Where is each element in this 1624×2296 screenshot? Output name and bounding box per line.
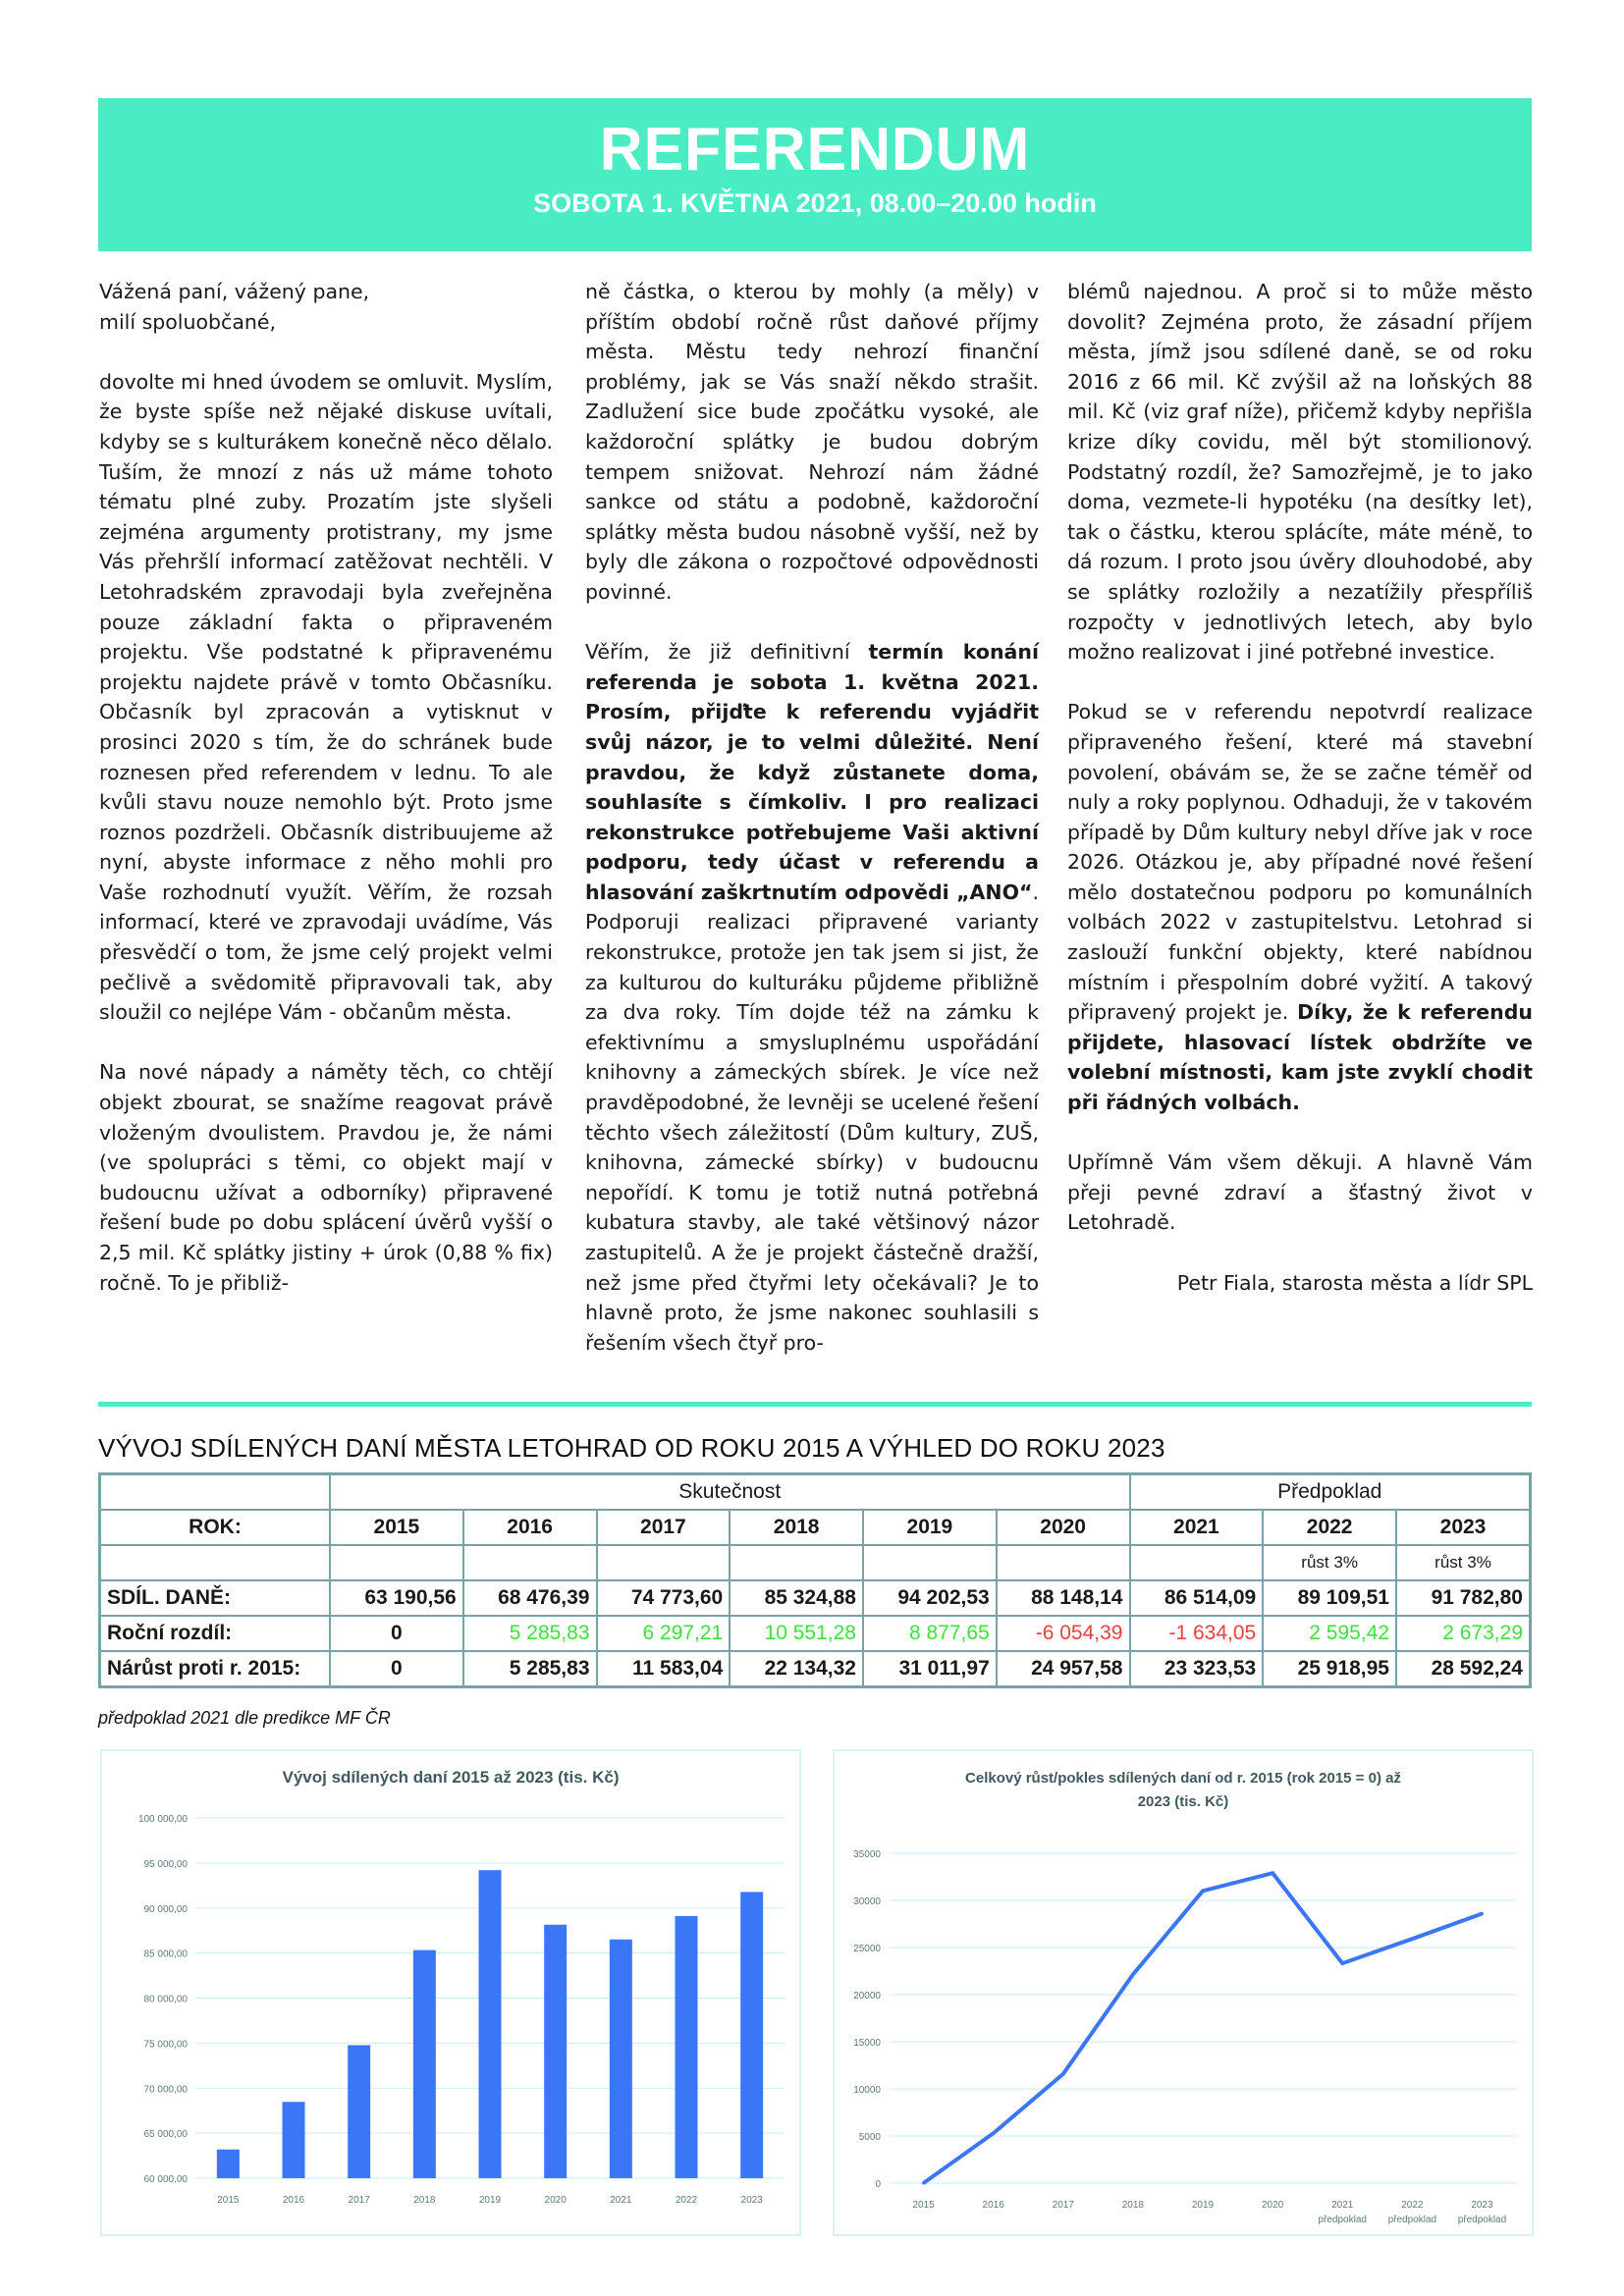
- y-tick-label: 90 000,00: [143, 1903, 188, 1915]
- y-tick-label: 70 000,00: [143, 2084, 188, 2096]
- chart-title: Celkový růst/pokles sdílených daní od r. 2015 (rok 2015 = 0) až: [965, 1770, 1401, 1787]
- x-tick-label: 2016: [982, 2200, 1004, 2211]
- x-tick-label: 2020: [1261, 2200, 1284, 2211]
- year-header: 2017: [597, 1510, 731, 1545]
- y-tick-label: 30000: [853, 1896, 881, 1907]
- table-cell: 63 190,56: [330, 1580, 463, 1616]
- table-cell: 23 323,53: [1130, 1651, 1264, 1687]
- paragraph: [1067, 697, 1533, 1117]
- table-cell: 0: [330, 1651, 463, 1687]
- table-cell: 2 595,42: [1263, 1616, 1396, 1651]
- table-row: [100, 1651, 1531, 1687]
- data-point-2021: [1341, 1962, 1344, 1965]
- x-tick-label: 2019: [478, 2195, 502, 2206]
- table-cell: 5 285,83: [463, 1616, 597, 1651]
- x-tick-label: 2018: [413, 2195, 436, 2206]
- paragraph: [585, 637, 1039, 1358]
- table-cell: 68 476,39: [463, 1580, 597, 1616]
- bar-2018: [413, 1950, 436, 2178]
- y-tick-label: 95 000,00: [143, 1858, 188, 1870]
- bar-2019: [479, 1870, 502, 2178]
- greeting-line-2: milí spoluobčané,: [99, 309, 277, 334]
- data-point-2018: [1131, 1973, 1134, 1976]
- x-tick-label: 2017: [348, 2195, 370, 2206]
- y-tick-label: 5000: [858, 2132, 881, 2143]
- year-header: 2023: [1396, 1510, 1531, 1545]
- year-header: 2021: [1130, 1510, 1264, 1545]
- year-header: 2015: [330, 1510, 463, 1545]
- x-tick-label: 2018: [1121, 2200, 1145, 2211]
- table-cell: 94 202,53: [863, 1580, 997, 1616]
- y-tick-label: 10000: [853, 2085, 881, 2096]
- table-cell: -6 054,39: [997, 1616, 1130, 1651]
- growth-note: [1130, 1545, 1264, 1580]
- text-span: Věřím, že již definitivní: [585, 640, 869, 665]
- data-point-2016: [992, 2132, 995, 2135]
- bar-2016: [283, 2102, 305, 2178]
- line-chart: [835, 1751, 1532, 2234]
- table-cell: 25 918,95: [1263, 1651, 1396, 1687]
- table-cell: 89 109,51: [1263, 1580, 1396, 1616]
- table-group-row: [100, 1474, 1531, 1511]
- x-tick-label: 2019: [1191, 2200, 1215, 2211]
- x-tick-label: 2023: [1471, 2200, 1493, 2211]
- year-header: 2020: [997, 1510, 1130, 1545]
- row-label: SDÍL. DANĚ:: [100, 1580, 331, 1616]
- paragraph: Upřímně Vám všem děkuji. A hlavně Vám přeji pevné zdraví a šťastný život v Letohradě.: [1067, 1150, 1533, 1235]
- text-span: Pokud se v referendu nepotvrdí realizace připraveného řešení, které má stavební povolení, obávám se, že se začne téměř od nuly a roky poplynou. Odhaduji, že v takovém případě by Dům kultury nebyl dříve jak v roce 2026. Otázkou je, aby případné nové řešení mělo dostatečnou podporu po komunálních volbách 2022 v zastupitelstvu. Letohrad si zaslouží funkční objekty, které nabídnou místním i přespolním dobré vyžití. A takový připravený projekt je.: [1067, 700, 1533, 1025]
- table-note-row: [100, 1545, 1531, 1580]
- x-tick-label: 2015: [912, 2200, 935, 2211]
- table-cell: [100, 1474, 331, 1511]
- table-cell: 6 297,21: [597, 1616, 731, 1651]
- x-tick-label: 2017: [1052, 2200, 1074, 2211]
- bar-2015: [217, 2150, 240, 2178]
- table-year-row: [100, 1510, 1531, 1545]
- table-cell: -1 634,05: [1130, 1616, 1264, 1651]
- year-header: 2018: [730, 1510, 863, 1545]
- page-title: REFERENDUM: [599, 116, 1031, 184]
- article-column-3: [1067, 277, 1533, 1328]
- text-span: . Podporuji realizaci připravené varianty rekonstrukce, protože jen tak jsem si jist, že za kulturou do kulturáku půjdeme přibližně za dva roky. Tím dojde též na zámku k efektivnímu a smysluplnému uspořádání knihovny a zámeckých sbírek. Je více než pravděpodobné, že levněji se ucelené řešení těchto všech záležitostí (Dům kultury, ZUŠ, knihovna, zámecké sbírky) v budoucnu nepořídí. K tomu je totiž nutná potřebná kubatura stavby, ale také většinový názor zastupitelů. A že je projekt částečně dražší, než jsme před čtyřmi lety očekávali? Je to hlavně proto, že jsme nakonec souhlasili s řešením všech čtyř pro-: [585, 880, 1039, 1355]
- table-cell: 24 957,58: [997, 1651, 1130, 1687]
- x-tick-label: 2022: [675, 2195, 698, 2206]
- table-cell: [100, 1545, 331, 1580]
- data-point-2022: [1411, 1938, 1414, 1941]
- bar-chart: [102, 1751, 799, 2234]
- table-footnote: předpoklad 2021 dle predikce MF ČR: [98, 1708, 391, 1728]
- year-header: 2019: [863, 1510, 997, 1545]
- bar-2023: [740, 1892, 763, 2178]
- data-point-2020: [1272, 1872, 1274, 1875]
- year-header: 2016: [463, 1510, 597, 1545]
- emphasis-text: Díky, že k referendu přijdete, hlasovací lístek obdržíte ve volební místnosti, kam jste zvyklí chodit při řádných volbách.: [1067, 1000, 1533, 1115]
- y-tick-label: 15000: [853, 2038, 881, 2049]
- bar-2021: [610, 1940, 632, 2178]
- signature: Petr Fiala, starosta města a lídr SPL: [1176, 1270, 1533, 1295]
- growth-note: [597, 1545, 731, 1580]
- x-tick-sublabel: předpoklad: [1318, 2215, 1367, 2225]
- data-point-2015: [922, 2182, 925, 2185]
- table-cell: 0: [330, 1616, 463, 1651]
- growth-note: [463, 1545, 597, 1580]
- bar-2017: [348, 2045, 370, 2178]
- paragraph: ně částka, o kterou by mohly (a měly) v příštím období ročně růst daňové příjmy města. Městu tedy nehrozí finanční problémy, jak se Vás snaží někdo strašit. Zadlužení sice bude zpočátku vysoké, ale každoroční splátky je budou dobrým tempem snižovat. Nehrozí nám žádné sankce od státu a podobně, každoroční splátky města budou násobně vyšší, než by byly dle zákona o rozpočtové odpovědnosti povinné.: [585, 280, 1039, 604]
- x-tick-sublabel: předpoklad: [1387, 2215, 1437, 2225]
- y-tick-label: 85 000,00: [143, 1949, 188, 1960]
- growth-note: [997, 1545, 1130, 1580]
- year-label: ROK:: [100, 1510, 331, 1545]
- article-column-1: [99, 277, 553, 1328]
- table-row: [100, 1580, 1531, 1616]
- table-title: VÝVOJ SDÍLENÝCH DANÍ MĚSTA LETOHRAD OD ROKU 2015 A VÝHLED DO ROKU 2023: [98, 1433, 1165, 1463]
- y-tick-label: 100 000,00: [137, 1814, 188, 1825]
- table-cell: 91 782,80: [1396, 1580, 1531, 1616]
- y-tick-label: 25000: [853, 1944, 881, 1954]
- y-tick-label: 75 000,00: [143, 2039, 188, 2051]
- chart-title: Vývoj sdílených daní 2015 až 2023 (tis. Kč): [282, 1768, 620, 1787]
- table-cell: 88 148,14: [997, 1580, 1130, 1616]
- data-point-2023: [1481, 1912, 1484, 1915]
- table-cell: 86 514,09: [1130, 1580, 1264, 1616]
- x-tick-label: 2021: [1331, 2200, 1354, 2211]
- table-cell: 11 583,04: [597, 1651, 731, 1687]
- group-header-actual: Skutečnost: [330, 1474, 1130, 1511]
- table-cell: 22 134,32: [730, 1651, 863, 1687]
- y-tick-label: 65 000,00: [143, 2129, 188, 2141]
- paragraph: dovolte mi hned úvodem se omluvit. Myslím, že byste spíše než nějaké diskuse uvítali, kdyby se s kulturákem konečně něco dělalo. Tuším, že mnozí z nás už máme tohoto tématu plné zuby. Prozatím jste slyšeli zejména argumenty protistrany, my jsme Vás přehršlí informací zatěžovat nechtěli. V Letohradském zpravodaji byla zveřejněna pouze základní fakta o připraveném projektu. Vše podstatné k připravenému projektu najdete právě v tomto Občasníku. Občasník byl zpracován a vytisknut v prosinci 2020 s tím, že do schránek bude roznesen před referendem v lednu. To ale kvůli stavu nouze nemohlo být. Proto jsme roznos pozdrželi. Občasník distribuujeme až nyní, abyste informace z něho mohli pro Vaše rozhodnutí využít. Věřím, že rozsah informací, které ve zpravodaji uvádíme, Vás přesvědčí o tom, že jsme celý projekt velmi pečlivě a svědomitě připravovali tak, aby sloužil co nejlépe Vám - občanům města.: [99, 369, 553, 1025]
- y-tick-label: 60 000,00: [143, 2174, 188, 2185]
- table-cell: 8 877,65: [863, 1616, 997, 1651]
- y-tick-label: 35000: [853, 1849, 881, 1860]
- section-divider: [98, 1402, 1532, 1407]
- table-cell: 5 285,83: [463, 1651, 597, 1687]
- y-tick-label: 80 000,00: [143, 1994, 188, 2005]
- line-chart-panel: [833, 1749, 1534, 2236]
- growth-note: [330, 1545, 463, 1580]
- table-cell: 2 673,29: [1396, 1616, 1531, 1651]
- table-cell: 85 324,88: [730, 1580, 863, 1616]
- chart-title: 2023 (tis. Kč): [1137, 1793, 1229, 1810]
- bar-chart-panel: [100, 1749, 801, 2236]
- emphasis-text: termín konání referenda je sobota 1. května 2021. Prosím, přijďte k referendu vyjádřit svůj názor, je to velmi důležité. Není pravdou, že když zůstanete doma, souhlasíte s čímkoliv. I pro realizaci rekonstrukce potřebujeme Vaši aktivní podporu, tedy účast v referendu a hlasování zaškrtnutím odpovědi „ANO“: [585, 640, 1039, 904]
- x-tick-label: 2015: [217, 2195, 240, 2206]
- growth-note: [730, 1545, 863, 1580]
- y-tick-label: 0: [875, 2179, 881, 2190]
- x-tick-label: 2021: [610, 2195, 632, 2206]
- row-label: Nárůst proti r. 2015:: [100, 1651, 331, 1687]
- paragraph: blémů najednou. A proč si to může město dovolit? Zejména proto, že zásadní příjem města, jímž jsou sdílené daně, se od roku 2016 z 66 mil. Kč zvýšil až na loňských 88 mil. Kč (viz graf níže), přičemž kdyby nepřišla krize díky covidu, měl být stomilionový. Podstatný rozdíl, že? Samozřejmě, je to jako doma, vezmete-li hypotéku (na desítky let), tak o částku, kterou splácíte, máte méně, to dá rozum. I proto jsou úvěry dlouhodobé, aby se splátky rozložily a nezatížily přespříliš rozpočty v jednotlivých letech, aby bylo možno realizovat i jiné potřebné investice.: [1067, 280, 1533, 665]
- growth-note: růst 3%: [1263, 1545, 1396, 1580]
- table-cell: 74 773,60: [597, 1580, 731, 1616]
- x-tick-label: 2020: [544, 2195, 567, 2206]
- year-header: 2022: [1263, 1510, 1396, 1545]
- header-banner: [98, 98, 1532, 251]
- x-tick-sublabel: předpoklad: [1457, 2215, 1507, 2225]
- growth-note: růst 3%: [1396, 1545, 1531, 1580]
- data-point-2017: [1061, 2072, 1064, 2075]
- growth-note: [863, 1545, 997, 1580]
- bar-2020: [544, 1925, 567, 2178]
- table-cell: 10 551,28: [730, 1616, 863, 1651]
- bar-2022: [676, 1916, 698, 2178]
- data-point-2019: [1202, 1890, 1205, 1893]
- x-tick-label: 2016: [282, 2195, 305, 2206]
- table-cell: 28 592,24: [1396, 1651, 1531, 1687]
- paragraph: Na nové nápady a náměty těch, co chtějí objekt zbourat, se snažíme reagovat právě vloženým dvoulistem. Pravdou je, že námi (ve spolupráci s těmi, co objekt mají v budoucnu užívat a odborníky) připravené řešení bude po dobu splácení úvěrů vyšší o 2,5 mil. Kč splátky jistiny + úrok (0,88 % fix) ročně. To je přibliž-: [99, 1060, 553, 1295]
- group-header-forecast: Předpoklad: [1130, 1474, 1531, 1511]
- page-subtitle: SOBOTA 1. KVĚTNA 2021, 08.00–20.00 hodin: [533, 188, 1097, 218]
- table-cell: 31 011,97: [863, 1651, 997, 1687]
- y-tick-label: 20000: [853, 1991, 881, 2002]
- greeting-line-1: Vážená paní, vážený pane,: [99, 280, 370, 303]
- row-label: Roční rozdíl:: [100, 1616, 331, 1651]
- article-column-2: [585, 277, 1039, 1388]
- table-row: [100, 1616, 1531, 1651]
- x-tick-label: 2022: [1401, 2200, 1424, 2211]
- data-line: [924, 1873, 1483, 2183]
- x-tick-label: 2023: [740, 2195, 763, 2206]
- tax-table: [98, 1472, 1532, 1688]
